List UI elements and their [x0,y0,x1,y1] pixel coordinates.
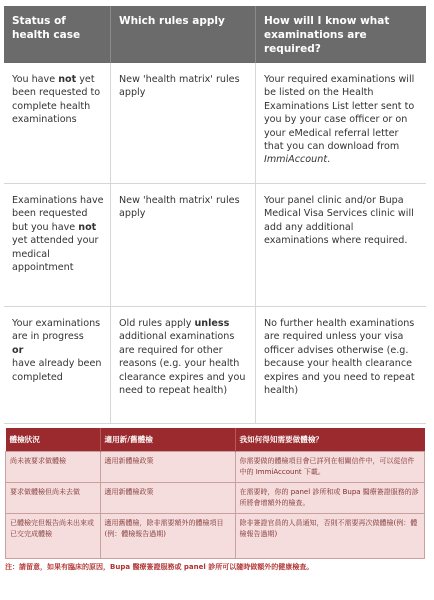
chinese-rules-table [5,428,425,559]
how-cell: Your required examinations will be listed on the Health Examinations List letter sent to you by your case officer or on your eMedical referral letter that you can download from ImmiAccount. [256,63,427,184]
table-row [4,63,426,184]
status-cell: You have not yet been requested to complete health examinations [4,63,111,184]
table-row [6,483,425,514]
chinese-translation [5,428,425,572]
rules-cell: New 'health matrix' rules apply [111,184,256,307]
zh-rules-cell: 適用新體檢政策 [100,452,235,483]
rules-cell: New 'health matrix' rules apply [111,63,256,184]
rules-cell: Old rules apply unless additional examinations are required for other reasons (e.g. your health clearance expires and you need to repeat health) [111,307,256,424]
status-cell: Your examinations are in progress or have already been completed [4,307,111,424]
table-row [4,307,426,424]
zh-status-cell: 尚未被要求做體檢 [6,452,101,483]
table-row [4,184,426,307]
zh-header-rules: 適用新/舊體檢 [100,428,235,452]
zh-header-how: 我如何得知需要做體檢？ [235,428,425,452]
zh-rules-cell: 適用新體檢政策 [100,483,235,514]
table-row [6,514,425,559]
zh-rules-cell: 適用舊體檢，除非需要額外的體檢項目(例：體檢報告過期) [100,514,235,559]
table-row [6,452,425,483]
how-cell: No further health examinations are required unless your visa officer advises otherwise (e.g. because your health clearance expires and you need to repeat health) [256,307,427,424]
how-cell: Your panel clinic and/or Bupa Medical Visa Services clinic will add any additional examinations where required. [256,184,427,307]
zh-how-cell: 你需要做的體檢項目會已詳列在相關信件中，可以從信件中的 ImmiAccount 下載。 [235,452,425,483]
english-rules-table [4,6,426,424]
header-how: How will I know what examinations are required? [256,6,427,63]
zh-how-cell: 在需要時，你的 panel 診所和或 Bupa 醫療簽證服務的診所將會增額外的檢查。 [235,483,425,514]
zh-status-cell: 要求做體檢但尚未去做 [6,483,101,514]
zh-how-cell: 除非簽證官員的人員通知，否則不需要再次做體檢(例：體檢報告過期) [235,514,425,559]
header-status: Status of health case [4,6,111,63]
zh-header-status: 體檢狀況 [6,428,101,452]
zh-status-cell: 已體檢完但報告尚未出來或已交完成體檢 [6,514,101,559]
footnote: 注：請留意，如果有臨床的原因，Bupa 醫療簽證服務或 panel 診所可以隨時做額外的健康檢查。 [5,563,314,571]
status-cell: Examinations have been requested but you have not yet attended your medical appointment [4,184,111,307]
header-rules: Which rules apply [111,6,256,63]
